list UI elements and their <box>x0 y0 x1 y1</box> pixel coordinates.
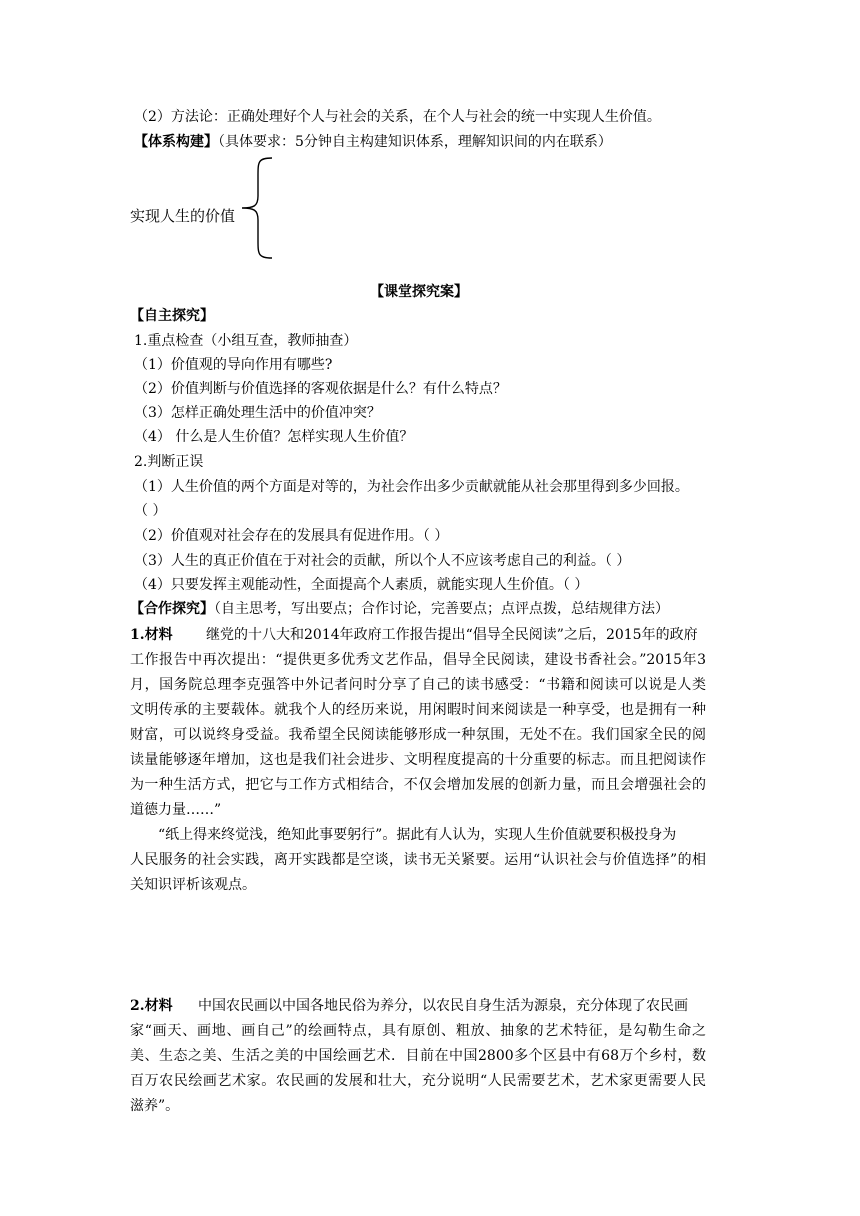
material1-line: 月，国务院总理李克强答中外记者问时分享了自己的读书感受：“书籍和阅读可以说是人类 <box>130 677 706 693</box>
material1-line: 文明传承的主要载体。就我个人的经历来说，用闲暇时间来阅读是一种享受，也是拥有一种 <box>130 702 706 718</box>
system-build-line <box>134 132 612 152</box>
judge-item: （4）只要发挥主观能动性，全面提高个人素质，就能实现人生价值。（ ） <box>134 577 589 593</box>
judge-title: 2.判断正误 <box>134 454 204 470</box>
material2-line: 美、生态之美、生活之美的中国绘画艺术．目前在中国2800多个区县中有68万个乡村，数 <box>130 1048 706 1064</box>
curly-brace-icon <box>238 156 278 260</box>
material1-line: 为一种生活方式，把它与工作方式相结合，不仅会增加发展的创新力量，而且会增强社会的 <box>130 777 706 793</box>
key-check-item: （1）价值观的导向作用有哪些? <box>134 357 333 373</box>
material1-line: 读量能够逐年增加，这也是我们社会进步、文明程度提高的十分重要的标志。而且把阅读作 <box>130 752 706 768</box>
key-check-item: （3）怎样正确处理生活中的价值冲突？ <box>134 405 381 421</box>
key-check-item: （2）价值判断与价值选择的客观依据是什么？有什么特点？ <box>134 381 507 397</box>
material2-line: 百万农民绘画艺术家。农民画的发展和壮大，充分说明“人民需要艺术，艺术家更需要人民 <box>130 1073 706 1089</box>
cooperation-requirement: （自主思考，写出要点；合作讨论，完善要点；点评点拨，总结规律方法） <box>214 601 669 617</box>
methodology-line: （2）方法论：正确处理好个人与社会的关系，在个人与社会的统一中实现人生价值。 <box>134 109 661 125</box>
material2-line: 滋养”。 <box>130 1098 180 1114</box>
material2-label: 2.材料 <box>130 998 173 1014</box>
material1-para2-line: 人民服务的社会实践，离开实践都是空谈，读书无关紧要。运用“认识社会与价值选择”的相 <box>130 852 706 868</box>
cooperation-line <box>130 599 669 619</box>
material1-para2-line: 关知识评析该观点。 <box>130 877 256 893</box>
brace-label: 实现人生的价值 <box>130 207 236 225</box>
material1-para2-line: “纸上得来终觉浅，绝知此事要躬行”。据此有人认为，实现人生价值就要积极投身为 <box>158 827 677 843</box>
key-check-item: （4） 什么是人生价值？怎样实现人生价值？ <box>134 429 414 445</box>
judge-item-bracket: （ ） <box>134 503 167 519</box>
judge-item: （3）人生的真正价值在于对社会的贡献，所以个人不应该考虑自己的利益。（ ） <box>134 553 631 569</box>
classroom-title: 【课堂探究案】 <box>370 284 468 300</box>
judge-item: （1）人生价值的两个方面是对等的，为社会作出多少贡献就能从社会那里得到多少回报。 <box>134 479 689 495</box>
material2-line: 家“画天、画地、画自己”的绘画特点，具有原创、粗放、抽象的艺术特征，是勾勒生命之 <box>130 1023 706 1039</box>
self-inquiry-heading: 【自主探究】 <box>130 308 214 324</box>
system-build-heading: 【体系构建】 <box>134 134 218 150</box>
material1-line: 道德力量……” <box>130 802 222 818</box>
material1-line: 继党的十八大和2014年政府工作报告提出“倡导全民阅读”之后，2015年的政府 <box>206 627 698 643</box>
material1-line: 工作报告中再次提出：“提供更多优秀文艺作品，倡导全民阅读，建设书香社会。”2015年3 <box>130 652 706 668</box>
material1-line: 财富，可以说终身受益。我希望全民阅读能够形成一种氛围，无处不在。我们国家全民的阅 <box>130 727 706 743</box>
material1-label: 1.材料 <box>130 627 173 643</box>
key-check-title: 1.重点检查（小组互查，教师抽查） <box>134 333 358 349</box>
material2-line: 中国农民画以中国各地民俗为养分，以农民自身生活为源泉，充分体现了农民画 <box>198 998 688 1014</box>
judge-item: （2）价值观对社会存在的发展具有促进作用。（ ） <box>134 528 449 544</box>
cooperation-heading: 【合作探究】 <box>130 601 214 617</box>
system-build-requirement: （具体要求：5分钟自主构建知识体系，理解知识间的内在联系） <box>218 134 612 150</box>
